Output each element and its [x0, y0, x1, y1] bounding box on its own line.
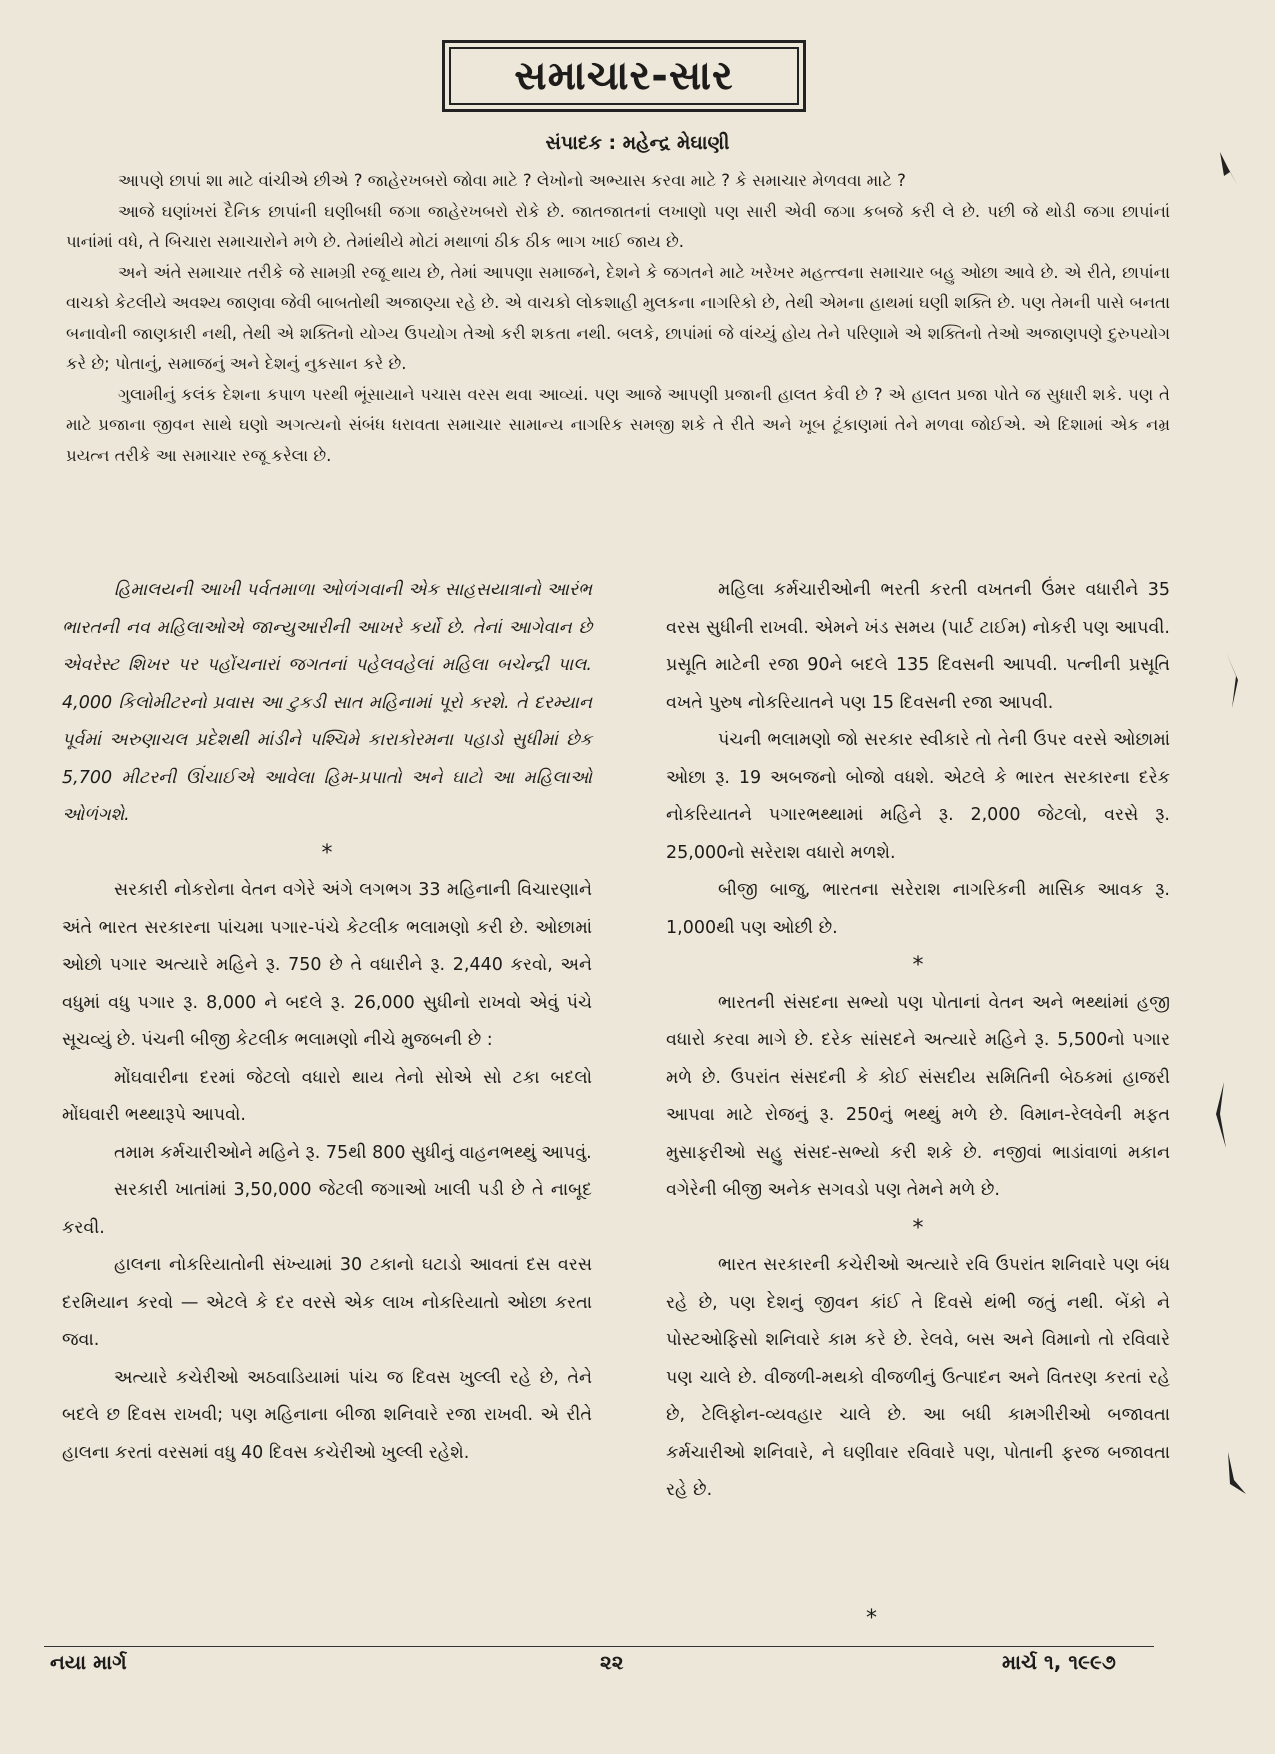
women-employees-paragraph: મહિલા કર્મચારીઓની ભરતી કરતી વખતની ઉંમર વધારીને 35 વરસ સુધીની રાખવી. એમને ખંડ સમય (પાર્ટ ટાઈમ) નોકરી પણ આપવી. પ્રસૂતિ માટેની રજા 90ને બદલે 135 દિવસની આપવી. પત્નીની પ્રસૂતિ વખતે પુરુષ નોકરિયાતને પણ 15 દિવસની રજા આપવી.	[666, 580, 1170, 713]
paper-tear-mark	[1216, 150, 1240, 190]
paper-tear-mark	[1222, 650, 1242, 710]
pay-commission-paragraph: સરકારી નોકરોના વેતન વગેરે અંગે લગભગ 33 મહિનાની વિચારણાને અંતે ભારત સરકારના પાંચમા પગાર-પંચે કેટલીક ભલામણો કરી છે. ઓછામાં ઓછો પગાર અત્યારે મહિને રૂ. 750 છે તે વધારીને રૂ. 2,440 કરવો, અને વધુમાં વધુ પગાર રૂ. 8,000 ને બદલે રૂ. 26,000 સુધીનો રાખવો એવું પંચે સૂચવ્યું છે. પંચની બીજી કેટલીક ભલામણો નીચે મુજબની છે :	[62, 880, 592, 1050]
page-number: ૨૨	[600, 1650, 624, 1674]
editor-credit: સંપાદક : મહેન્દ્ર મેઘાણી	[545, 132, 730, 154]
himalaya-expedition-paragraph: હિમાલયની આખી પર્વતમાળા ઓળંગવાની એક સાહસયાત્રાનો આરંભ ભારતની નવ મહિલાઓએ જાન્યુઆરીની આખરે કર્યો છે. તેનાં આગેવાન છે એવરેસ્ટ શિખર પર પહોંચનારાં જગતનાં પહેલવહેલાં મહિલા બચેન્દ્રી પાલ. 4,000 કિલોમીટરનો પ્રવાસ આ ટુકડી સાત મહિનામાં પૂરો કરશે. તે દરમ્યાન પૂર્વમાં અરુણાચલ પ્રદેશથી માંડીને પશ્ચિમે કારાકોરમના પહાડો સુધીમાં છેક 5,700 મીટરની ઊંચાઈએ આવેલા હિમ-પ્રપાતો અને ઘાટો આ મહિલાઓ ઓળંગશે.	[62, 580, 592, 825]
paper-tear-mark	[1222, 1450, 1248, 1496]
recommendation-paragraph: હાલના નોકરિયાતોની સંખ્યામાં 30 ટકાનો ઘટાડો આવતાં દસ વરસ દરમિયાન કરવો — એટલે કે દર વરસે એક લાખ નોકરિયાતો ઓછા કરતા જવા.	[62, 1255, 592, 1350]
intro-section	[66, 166, 1170, 471]
issue-date: માર્ચ ૧, ૧૯૯૭	[1002, 1650, 1116, 1674]
right-column	[666, 572, 1170, 1510]
intro-paragraph: ગુલામીનું કલંક દેશના કપાળ પરથી ભૂંસાયાને પચાસ વરસ થવા આવ્યાં. પણ આજે આપણી પ્રજાની હાલત કેવી છે ? એ હાલત પ્રજા પોતે જ સુધારી શકે. પણ તે માટે પ્રજાના જીવન સાથે ઘણો અગત્યનો સંબંધ ધરાવતા સમાચાર સામાન્ય નાગરિક સમજી શકે તે રીતે અને ખૂબ ટૂંકાણમાં તેને મળવા જોઈએ. એ દિશામાં એક નમ્ર પ્રયત્ન તરીકે આ સમાચાર રજૂ કરેલા છે.	[66, 384, 1170, 465]
burden-paragraph: પંચની ભલામણો જો સરકાર સ્વીકારે તો તેની ઉપર વરસે ઓછામાં ઓછા રૂ. 19 અબજનો બોજો વધશે. એટલે કે ભારત સરકારના દરેક નોકરિયાતને પગારભથ્થામાં મહિને રૂ. 2,000 જેટલો, વરસે રૂ. 25,000નો સરેરાશ વધારો મળશે.	[666, 730, 1170, 863]
recommendation-paragraph: અત્યારે કચેરીઓ અઠવાડિયામાં પાંચ જ દિવસ ખુલ્લી રહે છે, તેને બદલે છ દિવસ રાખવી; પણ મહિનાના બીજા શનિવારે રજા રાખવી. એ રીતે હાલના કરતાં વરસમાં વધુ 40 દિવસ કચેરીઓ ખુલ્લી રહેશે.	[62, 1367, 592, 1463]
section-separator: *	[866, 1606, 877, 1631]
left-column	[62, 572, 592, 1472]
intro-paragraph: આપણે છાપાં શા માટે વાંચીએ છીએ ? જાહેરખબરો જોવા માટે ? લેખોનો અભ્યાસ કરવા માટે ? કે સમાચાર મેળવવા માટે ?	[118, 171, 906, 190]
parliament-pay-paragraph: ભારતની સંસદના સભ્યો પણ પોતાનાં વેતન અને ભથ્થાંમાં હજી વધારો કરવા માગે છે. દરેક સાંસદને અત્યારે મહિને રૂ. 5,500નો પગાર મળે છે. ઉપરાંત સંસદની કે કોઈ સંસદીય સમિતિની બેઠકમાં હાજરી આપવા માટે રોજનું રૂ. 250નું ભથ્થું મળે છે. વિમાન-રેલવેની મફત મુસાફરીઓ સહુ સંસદ-સભ્યો કરી શકે છે. નજીવાં ભાડાંવાળાં મકાન વગેરેની બીજી અનેક સગવડો પણ તેમને મળે છે.	[666, 992, 1170, 1200]
section-separator: *	[912, 953, 924, 978]
paper-tear-mark	[1210, 1080, 1230, 1150]
intro-paragraph: આજે ઘણાંખરાં દૈનિક છાપાંની ઘણીબધી જગા જાહેરખબરો રોકે છે. જાતજાતનાં લખાણો પણ સારી એવી જગા કબજે કરી લે છે. પછી જે થોડી જગા છાપાંનાં પાનાંમાં વધે, તે બિચારા સમાચારોને મળે છે. તેમાંથીયે મોટાં મથાળાં ઠીક ઠીક ભાગ ખાઈ જાય છે.	[66, 201, 1170, 251]
intro-paragraph: અને અંતે સમાચાર તરીકે જે સામગ્રી રજૂ થાય છે, તેમાં આપણા સમાજને, દેશને કે જગતને માટે ખરેખર મહત્ત્વના સમાચાર બહુ ઓછા આવે છે. એ રીતે, છાપાંના વાચકો કેટલીયે અવશ્ય જાણવા જેવી બાબતોથી અજાણ્યા રહે છે. એ વાચકો લોકશાહી મુલકના નાગરિકો છે, તેથી એમના હાથમાં ઘણી શક્તિ છે. પણ તેમની પાસે બનતા બનાવોની જાણકારી નથી, તેથી એ શક્તિનો યોગ્ય ઉપયોગ તેઓ કરી શકતા નથી. બલકે, છાપાંમાં જે વાંચ્યું હોય તેને પરિણામે એ શક્તિનો તેઓ અજાણપણે દુરુપયોગ કરે છે; પોતાનું, સમાજનું અને દેશનું નુકસાન કરે છે.	[66, 262, 1170, 373]
recommendation-paragraph: સરકારી ખાતાંમાં 3,50,000 જેટલી જગાઓ ખાલી પડી છે તે નાબૂદ કરવી.	[62, 1180, 592, 1238]
section-title: સમાચાર-સાર	[449, 47, 799, 105]
recommendation-paragraph: તમામ કર્મચારીઓને મહિને રૂ. 75થી 800 સુધીનું વાહનભથ્થું આપવું.	[114, 1142, 592, 1163]
recommendation-paragraph: મોંઘવારીના દરમાં જેટલો વધારો થાય તેનો સોએ સો ટકા બદલો મોંઘવારી ભથ્થારૂપે આપવો.	[62, 1067, 592, 1125]
footer-divider	[44, 1646, 1154, 1647]
publication-name: નયા માર્ગ	[50, 1650, 127, 1674]
title-frame	[442, 40, 806, 112]
office-saturday-paragraph: ભારત સરકારની કચેરીઓ અત્યારે રવિ ઉપરાંત શનિવારે પણ બંધ રહે છે, પણ દેશનું જીવન કાંઈ તે દિવસે થંભી જતું નથી. બેંકો ને પોસ્ટઓફિસો શનિવારે કામ કરે છે. રેલવે, બસ અને વિમાનો તો રવિવારે પણ ચાલે છે. વીજળી-મથકો વીજળીનું ઉત્પાદન અને વિતરણ કરતાં રહે છે, ટેલિફોન-વ્યવહાર ચાલે છે. આ બધી કામગીરીઓ બજાવતા કર્મચારીઓ શનિવારે, ને ઘણીવાર રવિવારે પણ, પોતાની ફરજ બજાવતા રહે છે.	[666, 1255, 1170, 1500]
section-separator: *	[912, 1215, 924, 1241]
section-separator: *	[321, 840, 333, 866]
average-income-paragraph: બીજી બાજુ, ભારતના સરેરાશ નાગરિકની માસિક આવક રૂ. 1,000થી પણ ઓછી છે.	[666, 880, 1170, 938]
